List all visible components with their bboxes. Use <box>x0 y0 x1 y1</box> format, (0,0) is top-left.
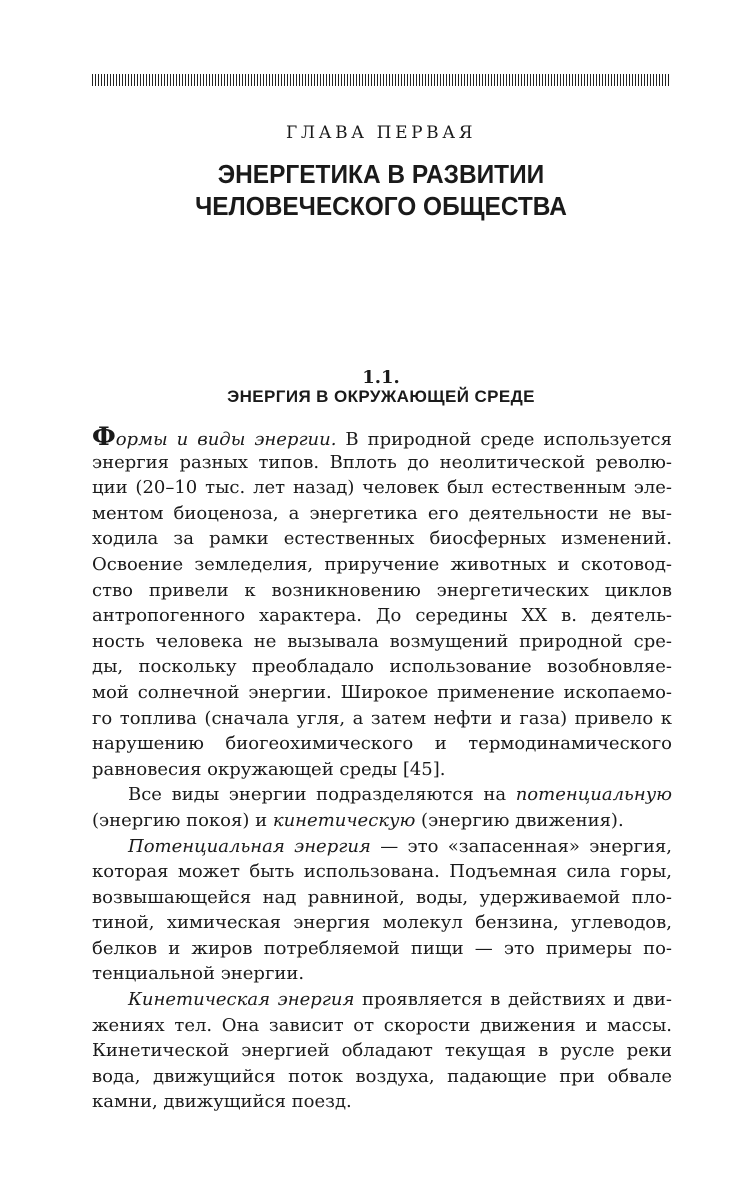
chapter-header-rule <box>92 74 670 86</box>
paragraph-3-line: Потенциальная энергия — это «запасенная» энергия, <box>128 835 673 857</box>
paragraph-1-line: ность человека не вызывала возмущений природной сре- <box>92 630 672 652</box>
lead-italic-heading: ормы и виды энергии. <box>115 429 337 450</box>
paragraph-4-line: вода, движущийся поток воздуха, падающие при обвале <box>92 1065 672 1087</box>
paragraph-1-line: Формы и виды энергии. В природной среде используется <box>92 422 672 451</box>
section-number: 1.1. <box>362 367 400 388</box>
paragraph-3-line: тенциальной энергии. <box>92 963 305 985</box>
paragraph-3-line: возвышающейся над равниной, воды, удерживаемой пло- <box>92 886 672 908</box>
paragraph-3-line: которая может быть использована. Подъемная сила горы, <box>92 861 672 883</box>
paragraph-2-line: Все виды энергии подразделяются на потенциальную <box>128 784 672 806</box>
paragraph-1-line: энергия разных типов. Вплоть до неолитической револю- <box>92 451 672 473</box>
chapter-label: ГЛАВА ПЕРВАЯ <box>285 123 477 143</box>
chapter-title <box>109 158 652 222</box>
drop-cap: Ф <box>92 422 116 451</box>
paragraph-3-line: тиной, химическая энергия молекул бензина, углеводов, <box>92 912 672 934</box>
paragraph-1-line: ходила за рамки естественных биосферных изменений. <box>92 528 672 550</box>
paragraph-1-line: равновесия окружающей среды [45]. <box>92 758 446 780</box>
paragraph-3-line: белков и жиров потребляемой пищи — это примеры по- <box>92 937 672 959</box>
section-title: ЭНЕРГИЯ В ОКРУЖАЮЩЕЙ СРЕДЕ <box>227 387 535 406</box>
paragraph-1-line: го топлива (сначала угля, а затем нефти и газа) привело к <box>92 707 672 729</box>
body-text <box>92 424 672 1115</box>
paragraph-1-line: ментом биоценоза, а энергетика его деятельности не вы- <box>92 502 672 524</box>
paragraph-1-line: ды, поскольку преобладало использование возобновляе- <box>92 656 672 678</box>
paragraph-4-line: Кинетической энергией обладают текущая в русле реки <box>92 1040 672 1062</box>
paragraph-1-line: ции (20–10 тыс. лет назад) человек был естественным эле- <box>92 477 672 499</box>
paragraph-1-line: ство привели к возникновению энергетических циклов <box>92 579 672 601</box>
chapter-title-line-1: ЭНЕРГЕТИКА В РАЗВИТИИ <box>217 159 545 189</box>
paragraph-2-line: (энергию покоя) и кинетическую (энергию движения). <box>92 809 624 831</box>
paragraph-1-line: нарушению биогеохимического и термодинамического <box>92 733 672 755</box>
paragraph-4-line: камни, движущийся поезд. <box>92 1091 352 1113</box>
paragraph-1-line: антропогенного характера. До середины XX в. деятель- <box>92 605 672 627</box>
paragraph-1-line: мой солнечной энергии. Широкое применение ископаемо- <box>92 681 672 703</box>
paragraph-4-line: жениях тел. Она зависит от скорости движения и массы. <box>92 1014 672 1036</box>
paragraph-1-line: Освоение земледелия, приручение животных и скотовод- <box>92 553 672 575</box>
paragraph-4-line: Кинетическая энергия проявляется в действиях и дви- <box>128 989 672 1011</box>
chapter-title-line-2: ЧЕЛОВЕЧЕСКОГО ОБЩЕСТВА <box>195 191 567 221</box>
